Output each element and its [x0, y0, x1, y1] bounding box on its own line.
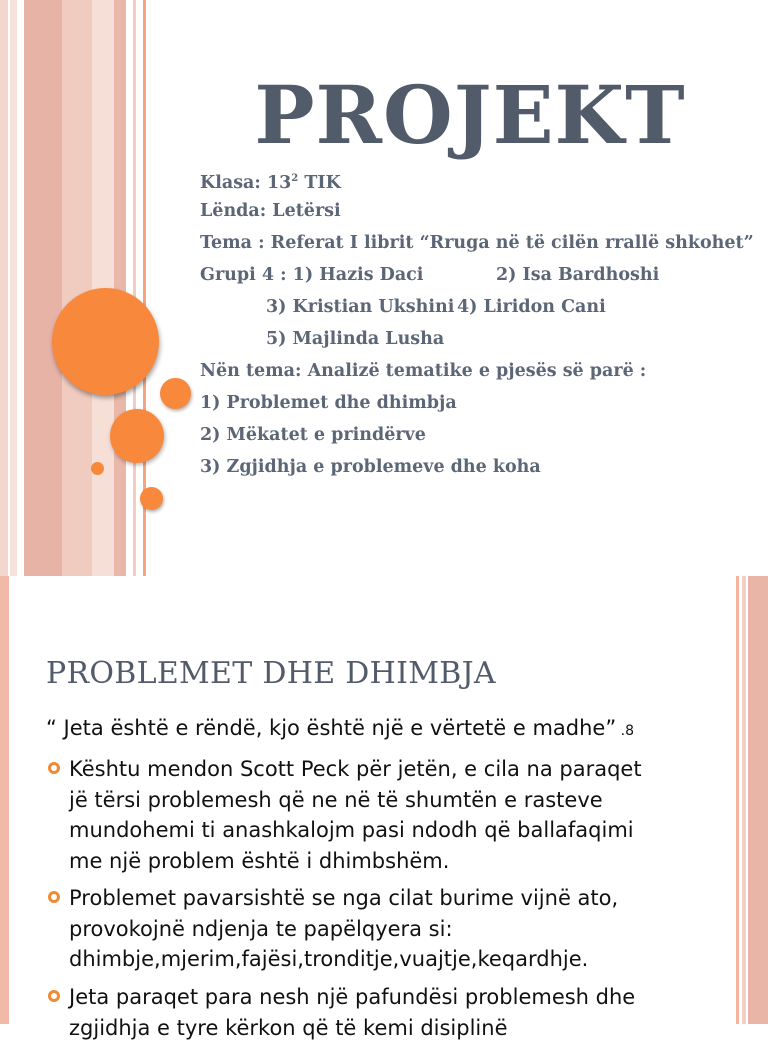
decor-stripe: [62, 0, 92, 576]
topic-line: Tema : Referat I librit “Rruga në të cilën rrallë shkohet”: [200, 233, 754, 253]
project-details: [200, 166, 760, 486]
decor-circle: [110, 409, 164, 463]
members-line: [200, 326, 760, 358]
class-superscript: 2: [291, 173, 299, 184]
class-line: [200, 166, 760, 198]
quote-text: “ Jeta është e rëndë, kjo është një e vërtetë e madhe”: [46, 716, 617, 740]
decor-stripe: [24, 0, 62, 576]
bullet-text: Problemet pavarsishtë se nga cilat burime vijnë ato, provokojnë ndjenja te papëlqyera si: dhimbje,mjerim,fajësi,tronditje,vuajtje,keqardhje.: [69, 886, 619, 971]
slide-heading: PROBLEMET DHE DHIMBJA: [46, 656, 496, 691]
bullet-item: [46, 982, 746, 1043]
member-name: 3) Kristian Ukshini: [266, 297, 455, 317]
class-suffix: TIK: [298, 173, 341, 193]
subject-line: Lënda: Letërsi: [200, 201, 341, 221]
member-name: 2) Isa Bardhoshi: [496, 265, 660, 285]
class-label: Klasa: 13: [200, 173, 292, 193]
bullet-item: [46, 883, 746, 975]
group-line: [200, 262, 760, 294]
decor-stripe: [114, 0, 126, 576]
group-label: Grupi 4 : 1) Hazis Daci: [200, 265, 424, 285]
bullet-item: [46, 754, 746, 876]
decor-stripe: [0, 576, 9, 1024]
topic-item: 3) Zgjidhja e problemeve dhe koha: [200, 457, 541, 477]
subtopic-line: Nën tema: Analizë tematike e pjesës së parë :: [200, 361, 647, 381]
slide-title: PROJEKT: [254, 68, 686, 162]
bullet-text: Jeta paraqet para nesh një pafundësi problemesh dhe zgjidhja e tyre kërkon që të kemi disiplinë: [69, 985, 636, 1040]
bullet-text: Kështu mendon Scott Peck për jetën, e cila na paraqet jë tërsi problemesh që ne në të shumtën e rasteve mundohemi ti anashkalojm pasi ndodh që ballafaqimi me një problem është i dhimbshëm.: [69, 757, 642, 873]
ring-bullet-icon: [48, 891, 60, 903]
content-slide: [0, 576, 768, 1040]
decor-stripe: [133, 0, 136, 576]
decor-circle: [140, 487, 163, 510]
ring-bullet-icon: [48, 990, 60, 1002]
members-line: [200, 294, 760, 326]
decor-circle-large: [52, 288, 159, 395]
member-name: 4) Liridon Cani: [457, 297, 606, 317]
decor-circle: [160, 378, 191, 409]
member-name: 5) Majlinda Lusha: [266, 329, 445, 349]
quote: [46, 716, 634, 740]
decor-stripe: [748, 576, 768, 1024]
topic-item: 2) Mëkatet e prindërve: [200, 425, 426, 445]
topic-item: 1) Problemet dhe dhimbja: [200, 393, 457, 413]
quote-reference: .8: [616, 723, 635, 739]
ring-bullet-icon: [48, 762, 60, 774]
decor-circle-small: [91, 462, 104, 475]
decor-stripe: [10, 0, 17, 576]
decor-stripe: [0, 0, 8, 576]
